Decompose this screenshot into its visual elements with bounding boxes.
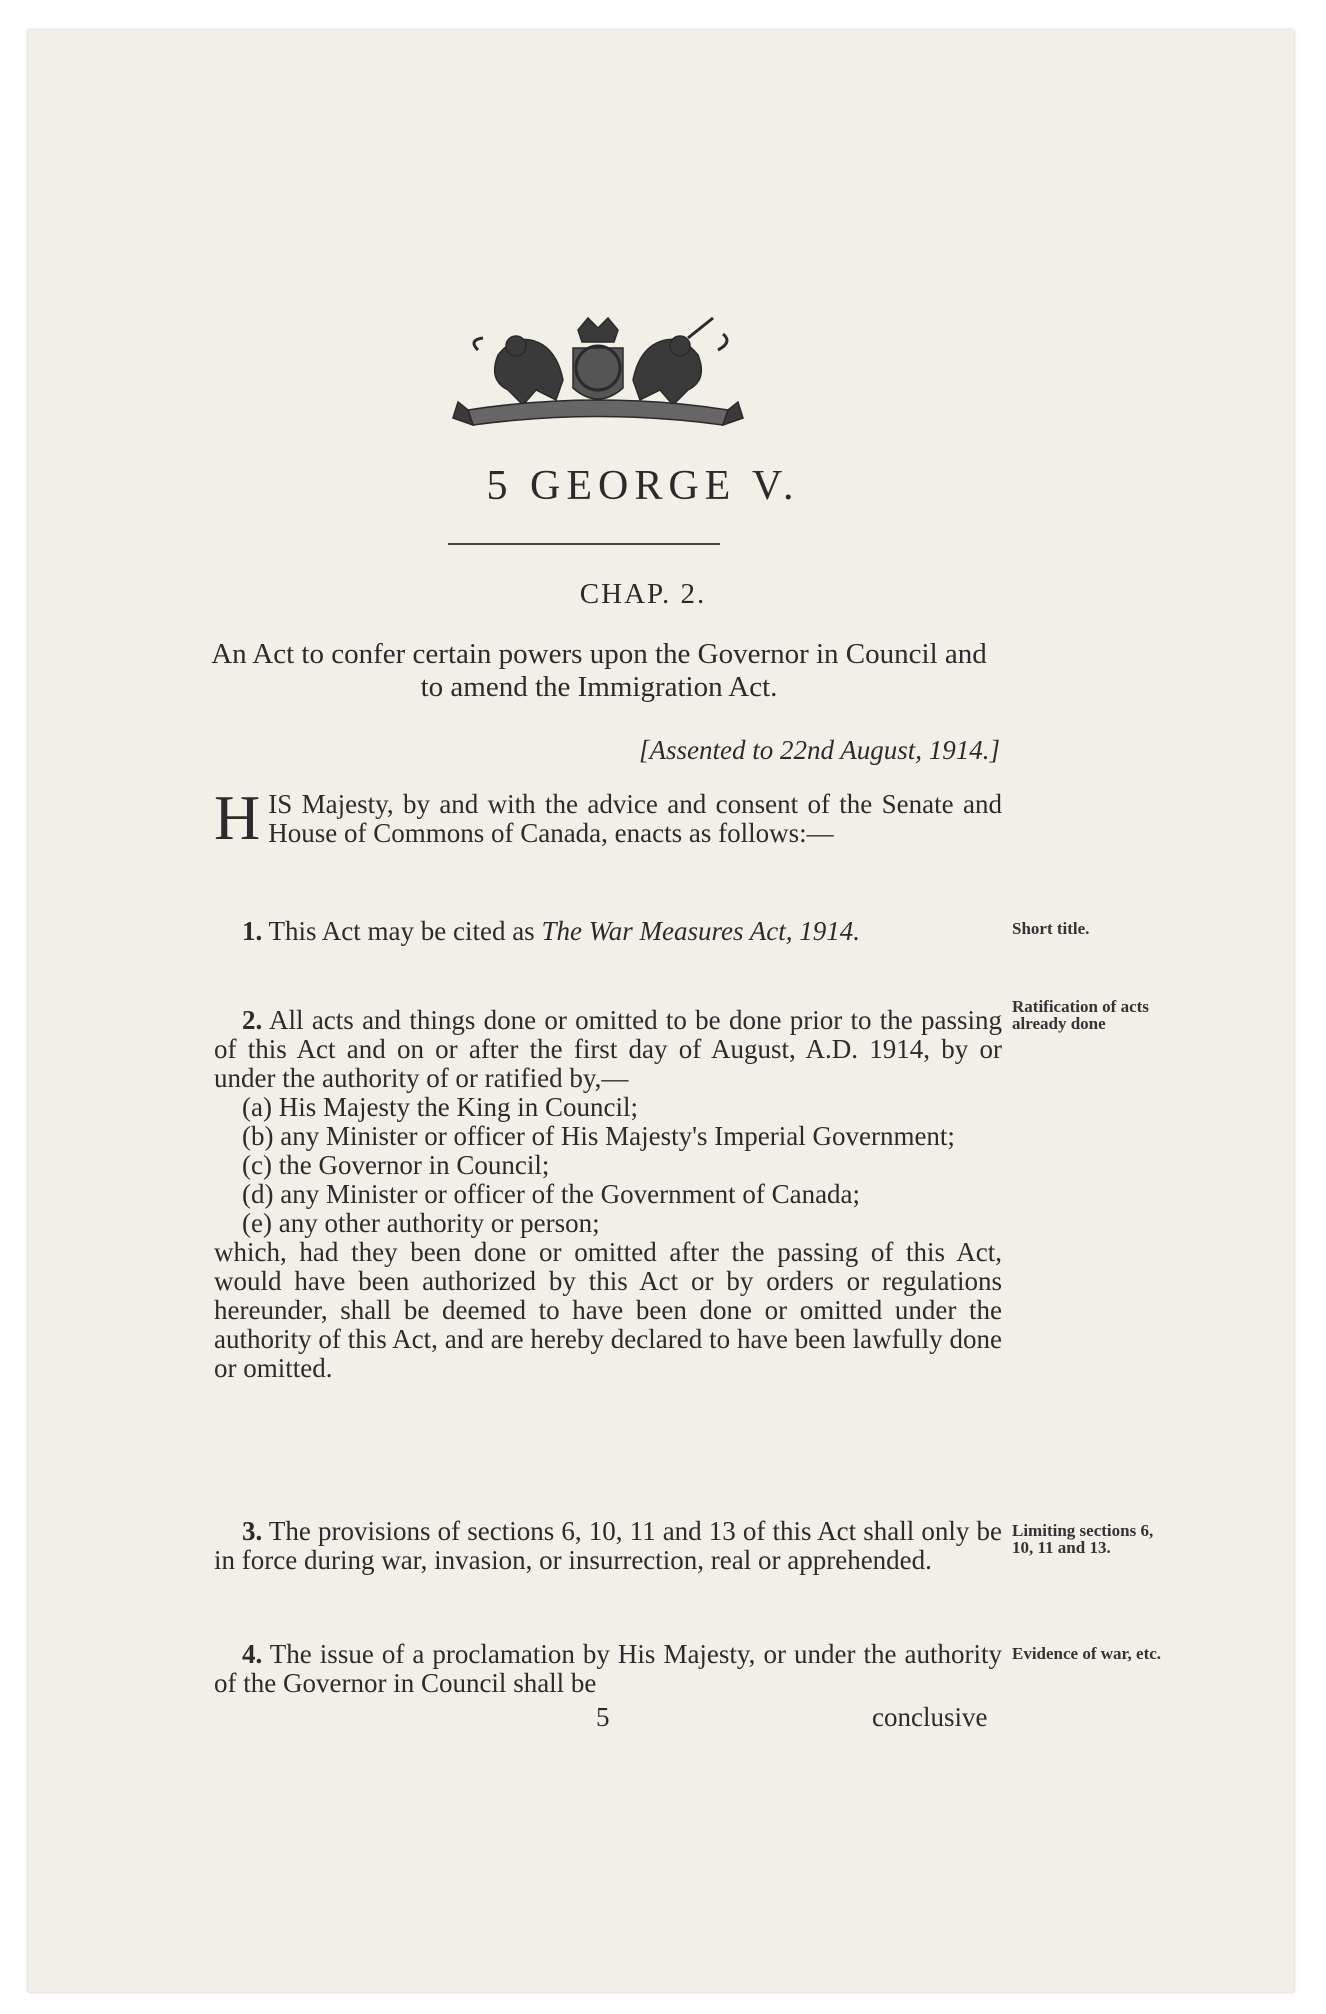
reign-heading: 5 GEORGE V. [486, 463, 800, 509]
list-item: (b) any Minister or officer of His Majesty's Imperial Government; [242, 1121, 955, 1151]
list-item: (d) any Minister or officer of the Government of Canada; [242, 1179, 861, 1209]
section-number: 2. [242, 1005, 263, 1035]
section-2 [214, 1006, 1002, 1383]
catchword: conclusive [872, 1702, 988, 1732]
marginal-note: Evidence of war, etc. [1012, 1644, 1162, 1663]
list-item: (c) the Governor in Council; [242, 1150, 550, 1180]
marginal-note: Short title. [1012, 919, 1090, 938]
drop-cap: H [214, 782, 261, 853]
section-text: The issue of a proclamation by His Majesty, or under the authority of the Governor in Council shall be [214, 1639, 1002, 1698]
section-tail: which, had they been done or omitted after the passing of this Act, would have been authorized by this Act or by orders or regulations hereunder, shall be deemed to have been done or omitted under the authority of this Act, and are hereby declared to have been lawfully done or omitted. [214, 1237, 1002, 1383]
section-3 [214, 1517, 1002, 1575]
section-text: The provisions of sections 6, 10, 11 and 13 of this Act shall only be in force during war, invasion, or insurrection, real or apprehended. [214, 1516, 1003, 1575]
marginal-note: Limiting sections 6, 10, 11 and 13. [1012, 1521, 1154, 1557]
section-number: 1. [242, 916, 263, 946]
enumerated-list [214, 1093, 1002, 1238]
section-number: 3. [242, 1516, 263, 1546]
section-number: 4. [242, 1639, 263, 1669]
section-text: All acts and things done or omitted to be done prior to the passing of this Act and on or after the first day of August, A.D. 1914, by or under the authority of or ratified by,— [214, 1005, 1002, 1093]
assent-date: [Assented to 22nd August, 1914.] [638, 735, 1000, 765]
section-1 [214, 917, 1002, 946]
list-item: (e) any other authority or person; [242, 1208, 600, 1238]
preamble-text: IS Majesty, by and with the advice and consent of the Senate and House of Commons of Canada, enacts as follows:— [268, 789, 1002, 848]
royal-coat-of-arms-icon [438, 310, 758, 440]
marginal-note: Ratification of acts already done [1012, 997, 1149, 1033]
page-number: 5 [596, 1702, 610, 1732]
act-title: An Act to confer certain powers upon the Governor in Council and to amend the Immigration Act. [211, 638, 987, 703]
list-item: (a) His Majesty the King in Council; [242, 1092, 638, 1122]
short-title: The War Measures Act, 1914. [541, 916, 860, 946]
preamble [214, 782, 1002, 853]
section-4 [214, 1640, 1002, 1698]
section-text: This Act may be cited as [268, 916, 535, 946]
divider-rule [448, 543, 720, 545]
chapter-heading: CHAP. 2. [579, 578, 707, 610]
